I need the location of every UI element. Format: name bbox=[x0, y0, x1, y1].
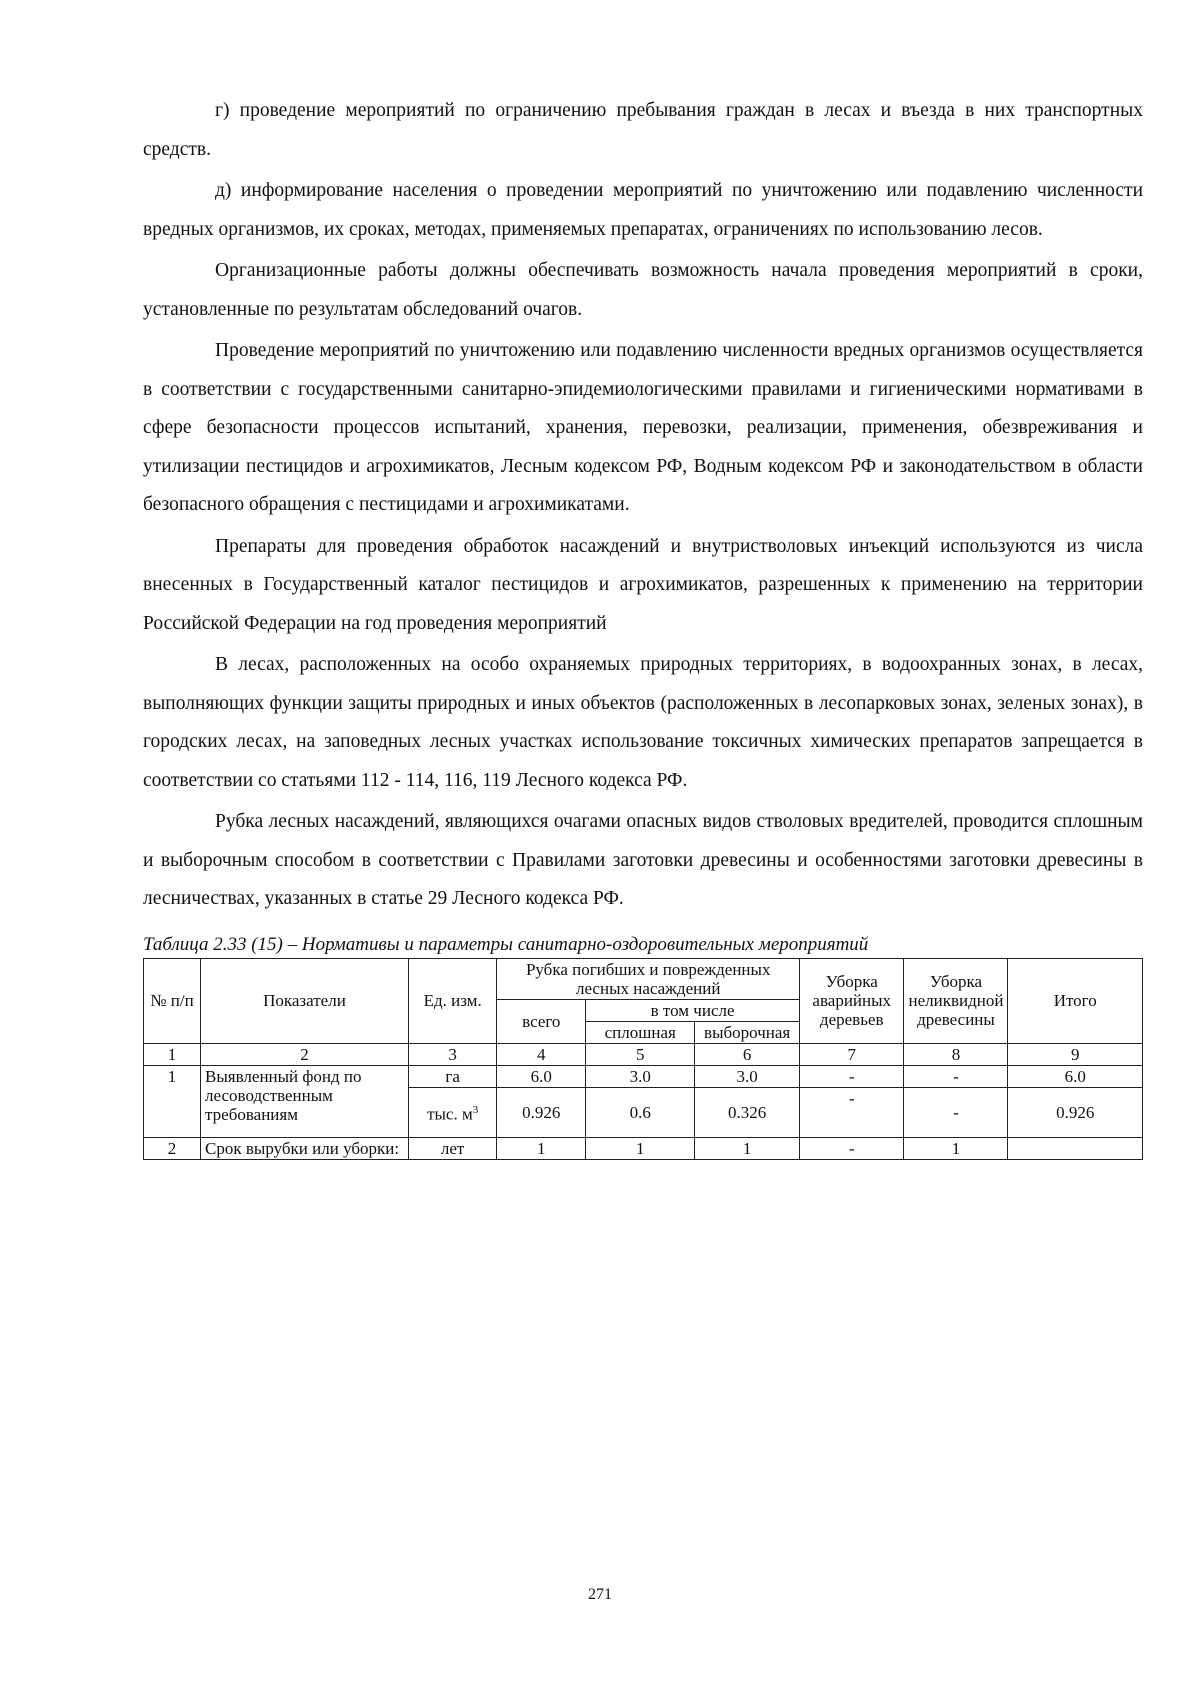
paragraph-7: Рубка лесных насаждений, являющихся очагами опасных видов стволовых вредителей, проводится сплошным и выборочным способом в соответствии с Правилами заготовки древесины и особенностями заготовки древесины в лесничествах, указанных в статье 29 Лесного кодекса РФ. bbox=[143, 811, 1143, 909]
cell: 3.0 bbox=[695, 1065, 800, 1087]
cell: - bbox=[799, 1137, 903, 1159]
row-unit bbox=[408, 1087, 497, 1137]
row-num: 2 bbox=[144, 1137, 201, 1159]
header-total-all: всего bbox=[497, 999, 586, 1043]
row-unit: га bbox=[408, 1065, 497, 1087]
col-number: 4 bbox=[497, 1043, 586, 1065]
header-num: № п/п bbox=[144, 958, 201, 1043]
unit-superscript: 3 bbox=[472, 1103, 479, 1116]
cell: 1 bbox=[586, 1137, 695, 1159]
col-number: 1 bbox=[144, 1043, 201, 1065]
paragraph-6: В лесах, расположенных на особо охраняемых природных территориях, в водоохранных зонах, в лесах, выполняющих функции защиты природных и иных объектов (расположенных в лесопарковых зонах, зеленых зонах), в городских лесах, на заповедных лесных участках использование токсичных химических препаратов запрещается в соответствии со статьями 112 - 114, 116, 119 Лесного кодекса РФ. bbox=[143, 654, 1143, 791]
cell: 1 bbox=[904, 1137, 1008, 1159]
cell: 0.326 bbox=[695, 1087, 800, 1137]
cell: - bbox=[904, 1065, 1008, 1087]
header-unit: Ед. изм. bbox=[408, 958, 497, 1043]
col-number: 9 bbox=[1008, 1043, 1143, 1065]
col-number: 8 bbox=[904, 1043, 1008, 1065]
paragraph-1: г) проведение мероприятий по ограничению пребывания граждан в лесах и въезда в них транспортных средств. bbox=[143, 100, 1143, 160]
norms-table bbox=[143, 958, 1143, 1160]
header-felling: Рубка погибших и поврежденных лесных насаждений bbox=[497, 958, 800, 999]
cell: 0.926 bbox=[497, 1087, 586, 1137]
cell: 6.0 bbox=[1008, 1065, 1143, 1087]
header-total: Итого bbox=[1008, 958, 1143, 1043]
cell: 1 bbox=[695, 1137, 800, 1159]
row-unit: лет bbox=[408, 1137, 497, 1159]
header-emergency: Уборка аварийных деревьев bbox=[799, 958, 903, 1043]
table-row bbox=[144, 1137, 1143, 1159]
col-number: 6 bbox=[695, 1043, 800, 1065]
page-number: 271 bbox=[588, 1586, 612, 1603]
cell: - bbox=[799, 1087, 903, 1137]
document-page bbox=[143, 92, 1143, 1160]
cell: 6.0 bbox=[497, 1065, 586, 1087]
col-number: 2 bbox=[201, 1043, 409, 1065]
header-including: в том числе bbox=[586, 999, 800, 1021]
col-number: 5 bbox=[586, 1043, 695, 1065]
header-illiquid: Уборка неликвидной древесины bbox=[904, 958, 1008, 1043]
cell: 1 bbox=[497, 1137, 586, 1159]
cell: - bbox=[904, 1087, 1008, 1137]
header-selective: выборочная bbox=[695, 1021, 800, 1043]
paragraph-5: Препараты для проведения обработок насаждений и внутристволовых инъекций используются из числа внесенных в Государственный каталог пестицидов и агрохимикатов, разрешенных к применению на территории Российской Федерации на год проведения мероприятий bbox=[143, 535, 1143, 634]
cell: 0.926 bbox=[1008, 1087, 1143, 1137]
cell bbox=[1008, 1137, 1143, 1159]
col-number: 3 bbox=[408, 1043, 497, 1065]
table-row bbox=[144, 1065, 1143, 1087]
cell: 3.0 bbox=[586, 1065, 695, 1087]
row-num: 1 bbox=[144, 1065, 201, 1137]
table-caption: Таблица 2.33 (15) – Нормативы и параметры санитарно-оздоровительных мероприятий bbox=[143, 933, 869, 955]
header-indicators: Показатели bbox=[201, 958, 409, 1043]
unit-text: тыс. м bbox=[427, 1104, 473, 1124]
row-name: Срок вырубки или уборки: bbox=[201, 1137, 409, 1159]
paragraph-4: Проведение мероприятий по уничтожению или подавлению численности вредных организмов осуществляется в соответствии с государственными санитарно-эпидемиологическими правилами и гигиеническими нормативами в сфере безопасности процессов испытаний, хранения, перевозки, реализации, применения, обезвреживания и утилизации пестицидов и агрохимикатов, Лесным кодексом РФ, Водным кодексом РФ и законодательством в области безопасного обращения с пестицидами и агрохимикатами. bbox=[143, 340, 1143, 515]
cell: 0.6 bbox=[586, 1087, 695, 1137]
cell: - bbox=[799, 1065, 903, 1087]
row-name: Выявленный фонд по лесоводственным требованиям bbox=[201, 1065, 409, 1137]
table-row-col-numbers bbox=[144, 1043, 1143, 1065]
paragraph-3: Организационные работы должны обеспечивать возможность начала проведения мероприятий в сроки, установленные по результатам обследований очагов. bbox=[143, 260, 1143, 320]
paragraph-2: д) информирование населения о проведении мероприятий по уничтожению или подавлению численности вредных организмов, их сроках, методах, применяемых препаратах, ограничениях по использованию лесов. bbox=[143, 180, 1143, 240]
header-clear: сплошная bbox=[586, 1021, 695, 1043]
col-number: 7 bbox=[799, 1043, 903, 1065]
